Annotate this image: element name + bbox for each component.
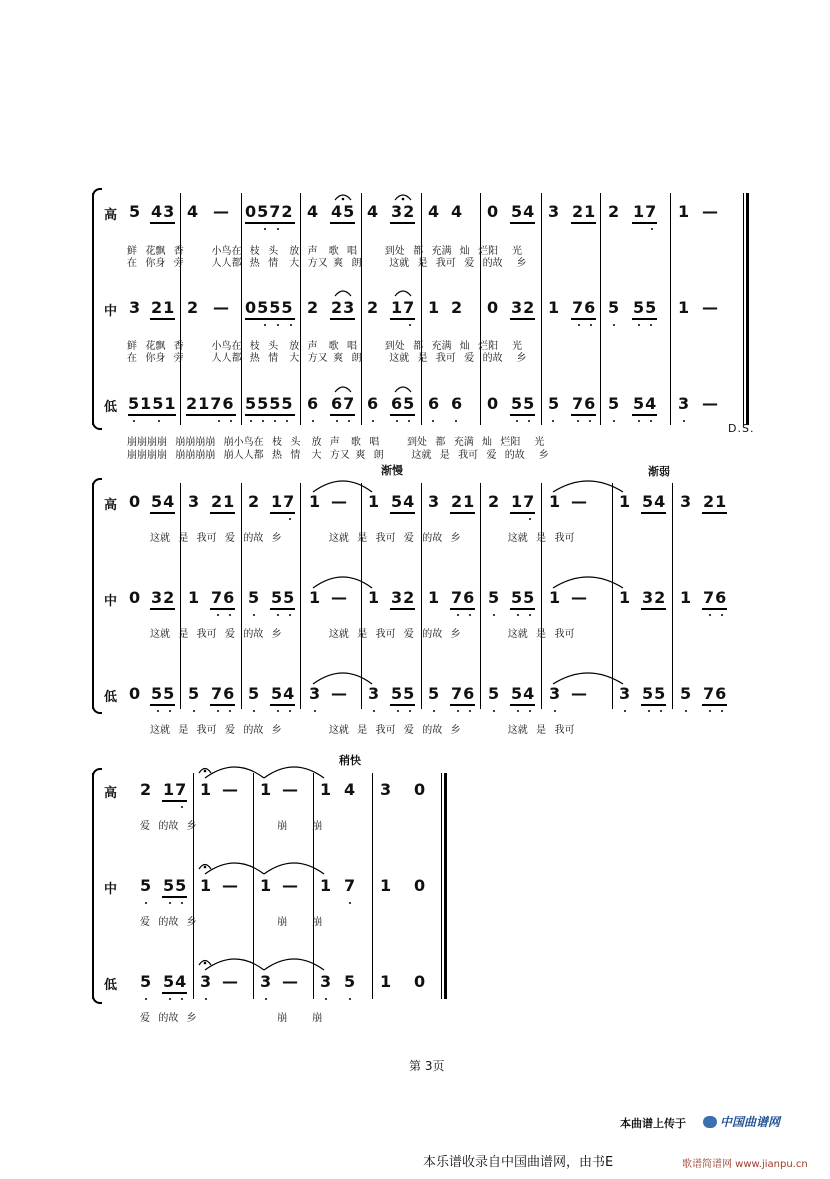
note: 3 (188, 492, 201, 511)
lyric-line: 在 你身 旁 人人都 热 情 大 方又 爽 朗 这就 是 我可 爱 的故 乡 (127, 353, 527, 364)
note: 54 (163, 972, 188, 991)
note: 6 (367, 394, 380, 413)
note: 1 (680, 588, 693, 607)
note: 1 (320, 876, 333, 895)
page-number: 第 3页 (409, 1059, 445, 1073)
note: — (571, 492, 588, 511)
note: 54 (151, 492, 176, 511)
voice-label-high: 高 (104, 208, 118, 223)
note: 3 (129, 298, 142, 317)
note: — (571, 588, 588, 607)
note: 5151 (128, 394, 177, 413)
ds-marking: D.S. (728, 422, 755, 435)
note: — (702, 394, 719, 413)
note: — (331, 588, 348, 607)
note: 1 (200, 780, 213, 799)
note: 4 (187, 202, 200, 221)
note: 1 (549, 588, 562, 607)
note: 3 (680, 492, 693, 511)
bottom-text: 本乐谱收录自中国曲谱网，由书E (423, 1155, 614, 1170)
note: 1 (678, 298, 691, 317)
note: 55 (151, 684, 176, 703)
note: 55 (391, 684, 416, 703)
note: 21 (151, 298, 176, 317)
voice-label-mid: 中 (104, 304, 118, 319)
note: — (222, 876, 239, 895)
note: — (222, 972, 239, 991)
tie (553, 481, 623, 492)
note: 67 (331, 394, 356, 413)
note: 55 (633, 298, 658, 317)
lyric-line: 这就 是 我可 爱 的故 乡 这就 是 我可 爱 的故 乡 这就 是 我可 (150, 533, 575, 544)
note: 5 (548, 394, 561, 413)
note: 2 (367, 298, 380, 317)
note: 5 (248, 684, 261, 703)
note: 0 (487, 202, 500, 221)
logo-icon (703, 1116, 717, 1128)
note: 45 (331, 202, 356, 221)
note: 32 (391, 202, 416, 221)
tempo-mark: 渐慢 (381, 464, 403, 477)
note: 76 (572, 298, 597, 317)
note: 43 (151, 202, 176, 221)
lyric-line: 鲜 花飘 香 小鸟在 枝 头 放 声 歌 唱 到处 都 充满 灿 烂阳 光 (127, 246, 523, 257)
note: 5 (680, 684, 693, 703)
note: 2 (140, 780, 153, 799)
note: 3 (380, 780, 393, 799)
note: 3 (309, 684, 322, 703)
note: — (331, 684, 348, 703)
note: 1 (380, 972, 393, 991)
note: 54 (511, 202, 536, 221)
note: 5 (140, 972, 153, 991)
note: 55 (511, 394, 536, 413)
note: 17 (633, 202, 658, 221)
note: 4 (344, 780, 357, 799)
note: 4 (307, 202, 320, 221)
note: 54 (391, 492, 416, 511)
note: 23 (331, 298, 356, 317)
voice-label-high: 高 (104, 786, 118, 801)
tie (264, 959, 324, 970)
note: 17 (511, 492, 536, 511)
tie (553, 577, 623, 588)
note: 2 (187, 298, 200, 317)
note: 5555 (245, 394, 294, 413)
note: 6 (307, 394, 320, 413)
note: 1 (188, 588, 201, 607)
note: 5 (488, 684, 501, 703)
note: 5 (140, 876, 153, 895)
note: 65 (391, 394, 416, 413)
lyric-line: 爱 的故 乡 崩 崩 (140, 821, 323, 832)
note: 5 (428, 684, 441, 703)
voice-label-low: 低 (104, 690, 118, 705)
note: 54 (271, 684, 296, 703)
note: — (213, 298, 230, 317)
tie (313, 481, 372, 492)
voice-label-low: 低 (104, 978, 118, 993)
note: 6 (451, 394, 464, 413)
note: 21 (211, 492, 236, 511)
tie (553, 673, 623, 684)
note: 5 (129, 202, 142, 221)
note: 54 (633, 394, 658, 413)
voice-label-low: 低 (104, 400, 118, 415)
note: 1 (260, 780, 273, 799)
tie (313, 673, 372, 684)
note: 0572 (245, 202, 294, 221)
note: 76 (211, 588, 236, 607)
note: 17 (391, 298, 416, 317)
note: — (331, 492, 348, 511)
note: 17 (271, 492, 296, 511)
note: 2 (248, 492, 261, 511)
note: 2 (451, 298, 464, 317)
voice-label-high: 高 (104, 498, 118, 513)
lyric-line: 崩崩崩崩 崩崩崩崩 崩人人都 热 情 大 方又 爽 朗 这就 是 我可 爱 的故 乡 (127, 450, 549, 461)
note: — (702, 298, 719, 317)
watermark: 歌谱简谱网 www.jianpu.cn (682, 1159, 808, 1170)
note: 1 (548, 298, 561, 317)
note: 1 (309, 588, 322, 607)
note: 76 (451, 588, 476, 607)
note: 21 (451, 492, 476, 511)
note: 5 (488, 588, 501, 607)
note: 32 (151, 588, 176, 607)
note: — (702, 202, 719, 221)
note: 1 (619, 588, 632, 607)
note: 0555 (245, 298, 294, 317)
note: 1 (428, 588, 441, 607)
note: 76 (572, 394, 597, 413)
note: 1 (678, 202, 691, 221)
note: 1 (380, 876, 393, 895)
tie (264, 863, 324, 874)
note: 76 (211, 684, 236, 703)
note: 55 (163, 876, 188, 895)
tie (205, 863, 264, 874)
site-logo (703, 1113, 780, 1130)
voice-label-mid: 中 (104, 882, 118, 897)
note: 0 (414, 780, 427, 799)
tie (205, 767, 264, 778)
note: 1 (368, 492, 381, 511)
note: — (282, 780, 299, 799)
note: 3 (548, 202, 561, 221)
note: — (571, 684, 588, 703)
note: 1 (428, 298, 441, 317)
upload-text: 本曲谱上传于 (620, 1117, 686, 1130)
note: 32 (391, 588, 416, 607)
lyric-line: 这就 是 我可 爱 的故 乡 这就 是 我可 爱 的故 乡 这就 是 我可 (150, 725, 575, 736)
note: 1 (368, 588, 381, 607)
note: 7 (344, 876, 357, 895)
note: 3 (320, 972, 333, 991)
voice-label-mid: 中 (104, 594, 118, 609)
note: 76 (703, 588, 728, 607)
note: 21 (572, 202, 597, 221)
lyric-line: 爱 的故 乡 崩 崩 (140, 917, 323, 928)
dynamic-mark: 渐弱 (648, 465, 670, 478)
note: 5 (188, 684, 201, 703)
note: 1 (260, 876, 273, 895)
note: 54 (642, 492, 667, 511)
note: 5 (248, 588, 261, 607)
note: 3 (619, 684, 632, 703)
note: 1 (320, 780, 333, 799)
note: 17 (163, 780, 188, 799)
note: 0 (414, 876, 427, 895)
note: 32 (511, 298, 536, 317)
note: 6 (428, 394, 441, 413)
note: 76 (451, 684, 476, 703)
note: 0 (129, 492, 142, 511)
note: 55 (511, 588, 536, 607)
logo-text: 中国曲谱网 (720, 1115, 781, 1129)
note: 0 (487, 298, 500, 317)
tie (205, 959, 264, 970)
note: 5 (608, 298, 621, 317)
lyric-line: 在 你身 旁 人人都 热 情 大 方又 爽 朗 这就 是 我可 爱 的故 乡 (127, 258, 527, 269)
note: 2 (307, 298, 320, 317)
note: 2176 (186, 394, 235, 413)
note: 5 (344, 972, 357, 991)
note: 0 (129, 588, 142, 607)
note: 3 (368, 684, 381, 703)
note: — (282, 972, 299, 991)
note: 3 (678, 394, 691, 413)
note: 21 (703, 492, 728, 511)
lyric-line: 爱 的故 乡 崩 崩 (140, 1013, 323, 1024)
note: 76 (703, 684, 728, 703)
note: 3 (428, 492, 441, 511)
fermata-icon (335, 291, 351, 296)
note: 0 (414, 972, 427, 991)
note: 3 (260, 972, 273, 991)
fermata-icon (395, 387, 411, 392)
note: 55 (271, 588, 296, 607)
lyric-line: 这就 是 我可 爱 的故 乡 这就 是 我可 爱 的故 乡 这就 是 我可 (150, 629, 575, 640)
note: — (282, 876, 299, 895)
note: 1 (619, 492, 632, 511)
note: 5 (608, 394, 621, 413)
note: 2 (488, 492, 501, 511)
lyric-line: 鲜 花飘 香 小鸟在 枝 头 放 声 歌 唱 到处 都 充满 灿 烂阳 光 (127, 341, 523, 352)
note: 1 (309, 492, 322, 511)
note: 4 (451, 202, 464, 221)
note: 1 (200, 876, 213, 895)
tempo-mark: 稍快 (339, 754, 361, 767)
note: 32 (642, 588, 667, 607)
note: 0 (487, 394, 500, 413)
note: 1 (549, 492, 562, 511)
fermata-icon (395, 291, 411, 296)
note: 0 (129, 684, 142, 703)
tie (313, 577, 372, 588)
note: — (222, 780, 239, 799)
note: 2 (608, 202, 621, 221)
note: 3 (549, 684, 562, 703)
note: 4 (428, 202, 441, 221)
note: 4 (367, 202, 380, 221)
note: 3 (200, 972, 213, 991)
note: — (213, 202, 230, 221)
tie (264, 767, 324, 778)
fermata-icon (335, 387, 351, 392)
note: 55 (642, 684, 667, 703)
note: 54 (511, 684, 536, 703)
lyric-line: 崩崩崩崩 崩崩崩崩 崩小鸟在 枝 头 放 声 歌 唱 到处 都 充满 灿 烂阳 光 (127, 437, 545, 448)
